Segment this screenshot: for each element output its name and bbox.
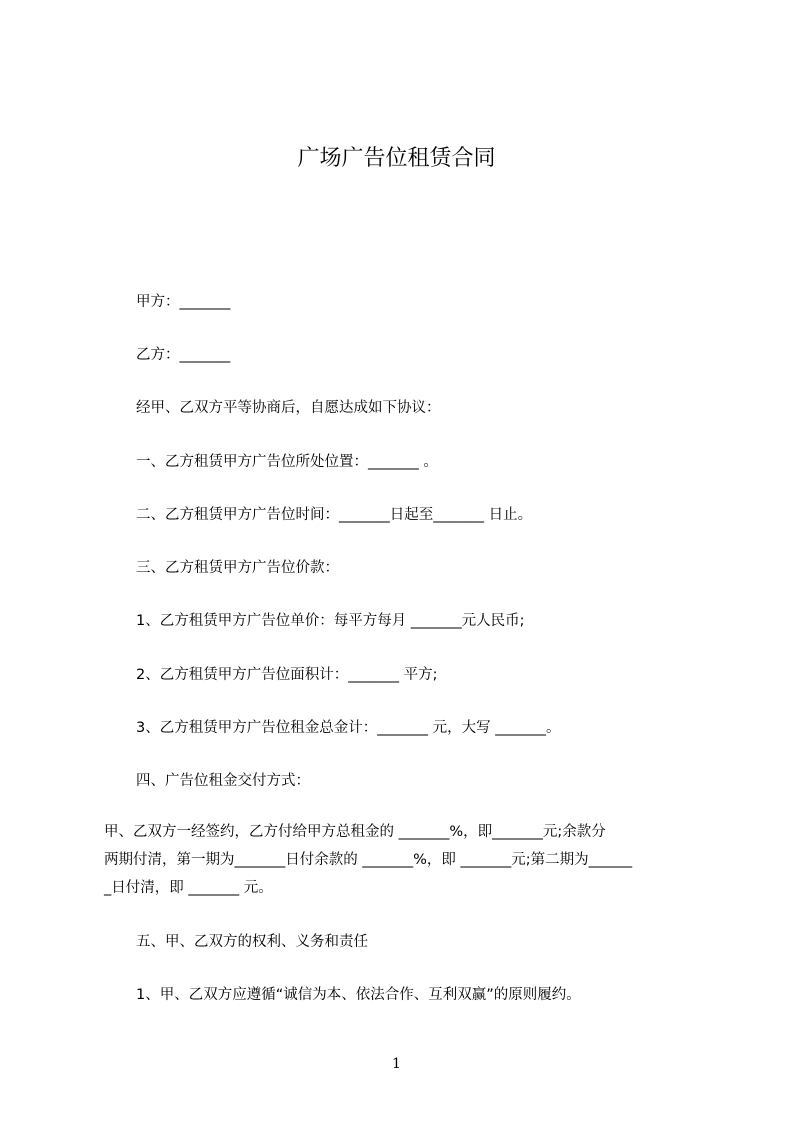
clause-2-line: 二、乙方租赁甲方广告位时间：_______日起至_______ 日止。 (136, 507, 533, 523)
clause-3-item-3: 3、乙方租赁甲方广告位租金总金计：_______ 元，大写 _______。 (136, 720, 561, 736)
document-title: 广场广告位租赁合同 (297, 146, 496, 171)
party-a-line: 甲方：_______ (136, 294, 231, 310)
page-number: 1 (392, 1056, 401, 1072)
party-b-line: 乙方：_______ (136, 347, 231, 363)
clause-5-line: 五、甲、乙双方的权利、义务和责任 (136, 934, 368, 950)
clause-4-line: 四、广告位租金交付方式： (136, 773, 310, 789)
clause-5-item-1: 1、甲、乙双方应遵循“诚信为本、依法合作、互利双赢”的原则履约。 (136, 987, 581, 1003)
payment-paragraph (104, 818, 704, 902)
clause-3-item-1: 1、乙方租赁甲方广告位单价：每平方每月 _______元人民币; (136, 613, 525, 629)
preamble-line: 经甲、乙双方平等协商后，自愿达成如下协议： (136, 400, 441, 416)
payment-paragraph-line: 甲、乙双方一经签约，乙方付给甲方总租金的 _______%，即_______元;余款分 (104, 824, 606, 840)
payment-paragraph-line: 两期付清，第一期为_______日付余款的 _______%，即 _______元;第二期为______ (104, 852, 633, 868)
clause-1-line: 一、乙方租赁甲方广告位所处位置：_______ 。 (136, 454, 438, 470)
clause-3-line: 三、乙方租赁甲方广告位价款： (136, 560, 339, 576)
clause-3-item-2: 2、乙方租赁甲方广告位面积计：_______ 平方; (136, 667, 438, 683)
payment-paragraph-line: _日付清，即 _______ 元。 (104, 880, 273, 896)
